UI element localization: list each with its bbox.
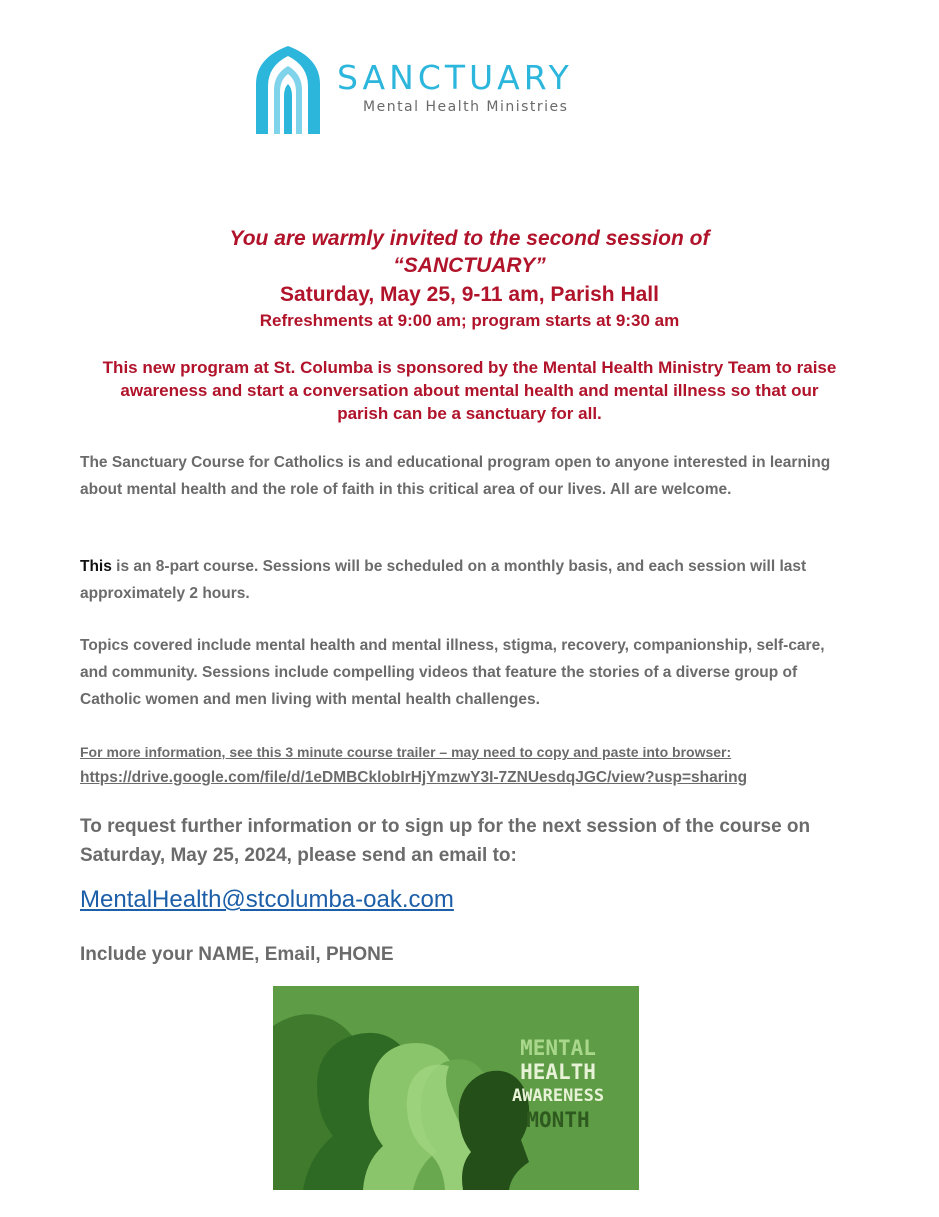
include-details-line: Include your NAME, Email, PHONE (80, 944, 394, 965)
course-structure-rest: is an 8-part course. Sessions will be scheduled on a monthly basis, and each session will last approximately 2 hours. (80, 558, 807, 602)
event-date-line: Saturday, May 25, 9-11 am, Parish Hall (280, 283, 659, 306)
request-info-paragraph: To request further information or to sign up for the next session of the course on Saturday, May 25, 2024, please send an email to: (80, 816, 811, 866)
refreshments-line: Refreshments at 9:00 am; program starts at 9:30 am (259, 311, 680, 330)
banner-line-2: HEALTH (520, 1060, 596, 1084)
banner-line-4: MONTH (526, 1108, 590, 1132)
banner-line-3: AWARENESS (511, 1086, 605, 1106)
course-structure-lead: This (80, 558, 112, 575)
sanctuary-logo (250, 44, 640, 136)
invitation-line-2: “SANCTUARY” (393, 254, 546, 277)
mental-health-awareness-banner (273, 986, 639, 1190)
arch-logo-icon (250, 44, 326, 136)
trailer-label: For more information, see this 3 minute course trailer – may need to copy and paste into browser: (80, 744, 732, 760)
invitation-line-1: You are warmly invited to the second session of (229, 227, 710, 250)
logo-brand-text: SANCTUARY (337, 58, 573, 97)
logo-tagline: Mental Health Ministries (363, 99, 569, 115)
banner-text (488, 1036, 628, 1132)
course-description-paragraph: The Sanctuary Course for Catholics is and educational program open to anyone interested in learning about mental health and the role of faith in this critical area of our lives. All are welcome. (80, 454, 831, 498)
trailer-link[interactable]: https://drive.google.com/file/d/1eDMBCklobIrHjYmzwY3I-7ZNUesdqJGC/view?usp=sharing (80, 769, 748, 786)
contact-email-link[interactable]: MentalHealth@stcolumba-oak.com (80, 886, 454, 913)
sponsor-paragraph: This new program at St. Columba is sponsored by the Mental Health Ministry Team to raise awareness and start a conversation about mental health and mental illness so that our parish can be a sanctuary for all. (102, 358, 837, 423)
course-structure-paragraph (80, 553, 840, 607)
topics-paragraph: Topics covered include mental health and mental illness, stigma, recovery, companionship, self-care, and community. Sessions include compelling videos that feature the stories of a diverse group of Catholic women and men living with mental health challenges. (80, 637, 825, 708)
banner-line-1: MENTAL (520, 1036, 596, 1060)
